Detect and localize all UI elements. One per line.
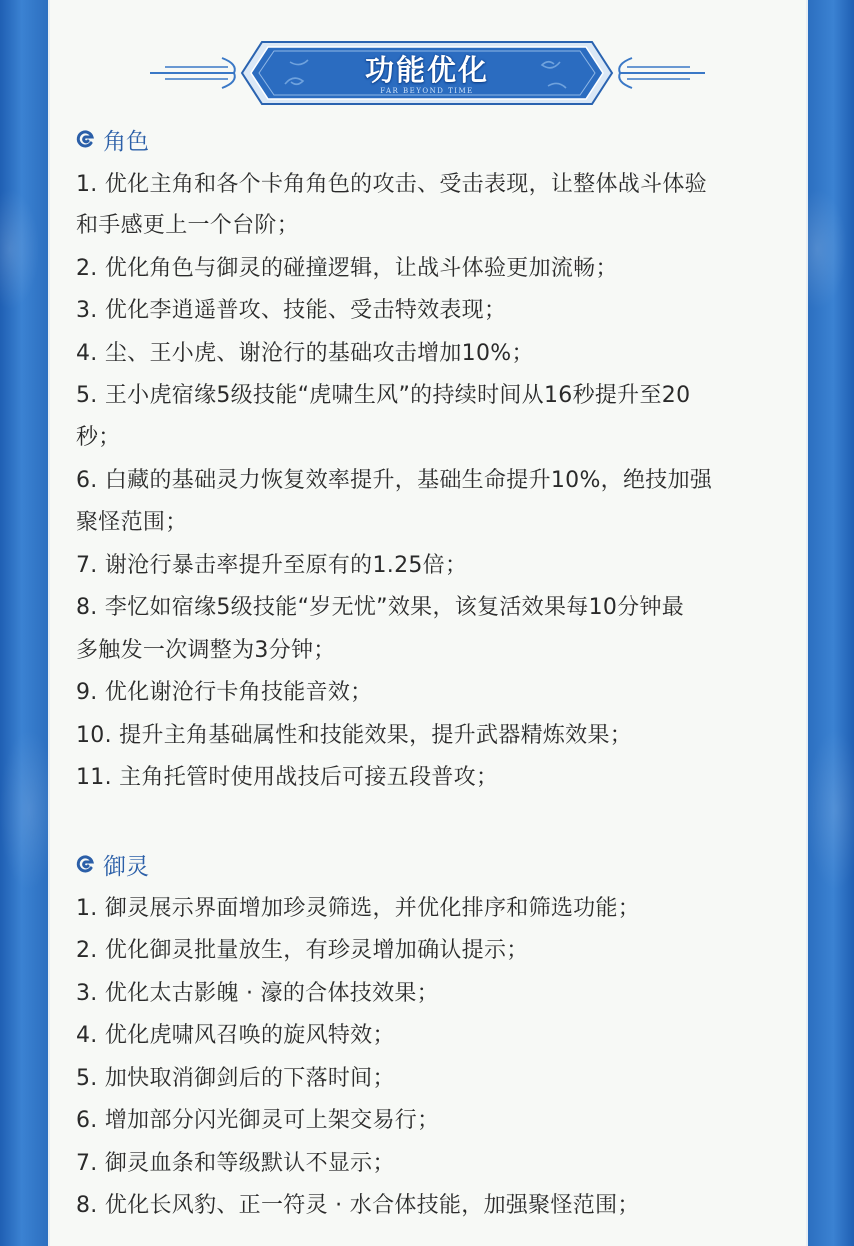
list-item: 3. 优化李逍遥普攻、技能、受击特效表现； (76, 298, 507, 323)
swirl-icon (76, 129, 96, 149)
banner-title: 功能优化 (364, 53, 489, 87)
left-border-decoration (0, 0, 48, 1246)
list-item: 8. 李忆如宿缘5级技能“岁无忧”效果，该复活效果每10分钟最 (76, 595, 685, 620)
list-item: 1. 御灵展示界面增加珍灵筛选，并优化排序和筛选功能； (76, 896, 641, 921)
right-border-decoration (808, 0, 854, 1246)
list-item: 5. 加快取消御剑后的下落时间； (76, 1066, 395, 1091)
list-item: 11. 主角托管时使用战技后可接五段普攻； (76, 765, 499, 790)
section-title: 角色 (103, 128, 149, 155)
list-item: 多触发一次调整为3分钟； (76, 638, 336, 663)
section-heading-role (76, 124, 149, 154)
list-item: 2. 优化角色与御灵的碰撞逻辑，让战斗体验更加流畅； (76, 256, 618, 281)
list-item: 6. 增加部分闪光御灵可上架交易行； (76, 1108, 440, 1133)
banner-subtitle: FAR BEYOND TIME (380, 87, 474, 95)
list-item: 4. 优化虎啸风召唤的旋风特效； (76, 1023, 395, 1048)
list-item: 7. 御灵血条和等级默认不显示； (76, 1151, 395, 1176)
list-item: 4. 尘、王小虎、谢沧行的基础攻击增加10%； (76, 341, 534, 366)
swirl-icon (76, 854, 96, 874)
list-item: 10. 提升主角基础属性和技能效果，提升武器精炼效果； (76, 723, 633, 748)
list-item: 6. 白藏的基础灵力恢复效率提升，基础生命提升10%，绝技加强 (76, 468, 713, 493)
section-heading-spirit (76, 849, 149, 879)
list-item: 7. 谢沧行暴击率提升至原有的1.25倍； (76, 553, 468, 578)
list-item: 2. 优化御灵批量放生，有珍灵增加确认提示； (76, 938, 529, 963)
list-item: 8. 优化长风豹、正一符灵 · 水合体技能，加强聚怪范围； (76, 1193, 640, 1218)
list-item: 3. 优化太古影魄 · 濠的合体技效果； (76, 981, 439, 1006)
list-item: 9. 优化谢沧行卡角技能音效； (76, 680, 373, 705)
list-item: 和手感更上一个台阶； (76, 213, 300, 238)
section-banner (0, 40, 854, 106)
list-item: 1. 优化主角和各个卡角角色的攻击、受击表现，让整体战斗体验 (76, 172, 707, 197)
list-item: 聚怪范围； (76, 510, 188, 535)
list-item: 秒； (76, 425, 121, 450)
list-item: 5. 王小虎宿缘5级技能“虎啸生风”的持续时间从16秒提升至20 (76, 383, 691, 408)
section-title: 御灵 (103, 853, 149, 880)
